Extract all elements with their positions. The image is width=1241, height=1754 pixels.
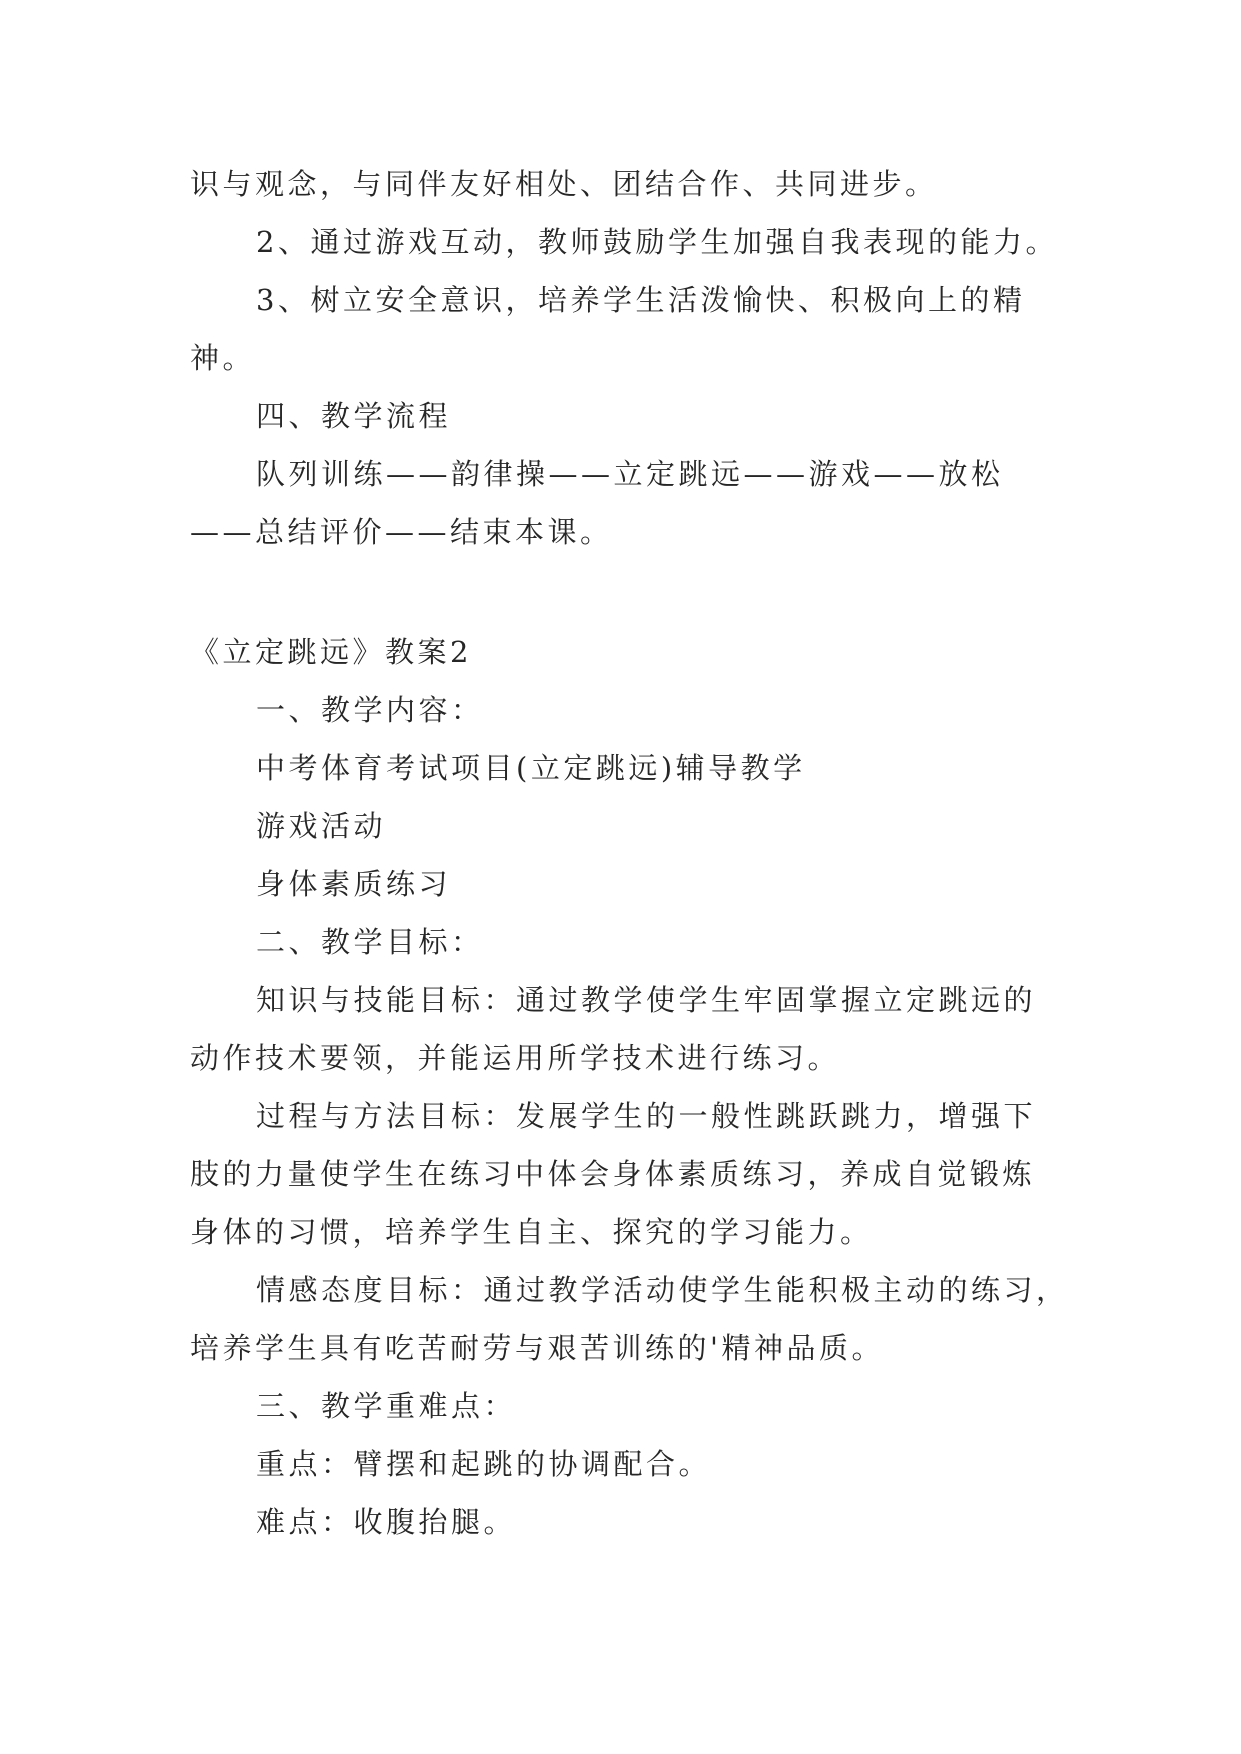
document-title: 《立定跳远》教案2 (190, 635, 472, 669)
paragraph-line: 队列训练——韵律操——立定跳远——游戏——放松 (256, 457, 1004, 491)
paragraph-line: 知识与技能目标：通过教学使学生牢固掌握立定跳远的 (256, 983, 1037, 1017)
paragraph-line: 身体的习惯，培养学生自主、探究的学习能力。 (190, 1215, 873, 1249)
section-heading: 二、教学目标： (256, 925, 484, 959)
paragraph-line: 2、通过游戏互动，教师鼓励学生加强自我表现的能力。 (256, 225, 1058, 259)
paragraph-line: 情感态度目标：通过教学活动使学生能积极主动的练习， (256, 1273, 1069, 1307)
section-heading: 四、教学流程 (256, 399, 452, 433)
paragraph-line: 过程与方法目标：发展学生的一般性跳跃跳力，增强下 (256, 1099, 1037, 1133)
paragraph-line: 3、树立安全意识，培养学生活泼愉快、积极向上的精 (256, 283, 1026, 317)
paragraph-line: 神。 (190, 341, 256, 375)
paragraph-line: 识与观念，与同伴友好相处、团结合作、共同进步。 (190, 167, 938, 201)
paragraph-line: 重点：臂摆和起跳的协调配合。 (256, 1447, 712, 1481)
paragraph-line: 肢的力量使学生在练习中体会身体素质练习，养成自觉锻炼 (190, 1157, 1036, 1191)
paragraph-line: 培养学生具有吃苦耐劳与艰苦训练的'精神品质。 (190, 1331, 884, 1365)
section-heading: 三、教学重难点： (256, 1389, 517, 1423)
section-gap (190, 561, 1070, 623)
paragraph-line: 身体素质练习 (256, 867, 452, 901)
paragraph-line: 游戏活动 (256, 809, 387, 843)
paragraph-line: 中考体育考试项目(立定跳远)辅导教学 (256, 751, 806, 785)
paragraph-line: 动作技术要领，并能运用所学技术进行练习。 (190, 1041, 841, 1075)
section-heading: 一、教学内容： (256, 693, 484, 727)
paragraph-line: ——总结评价——结束本课。 (190, 515, 613, 549)
paragraph-line: 难点：收腹抬腿。 (256, 1505, 517, 1539)
document-body (190, 155, 1070, 1551)
